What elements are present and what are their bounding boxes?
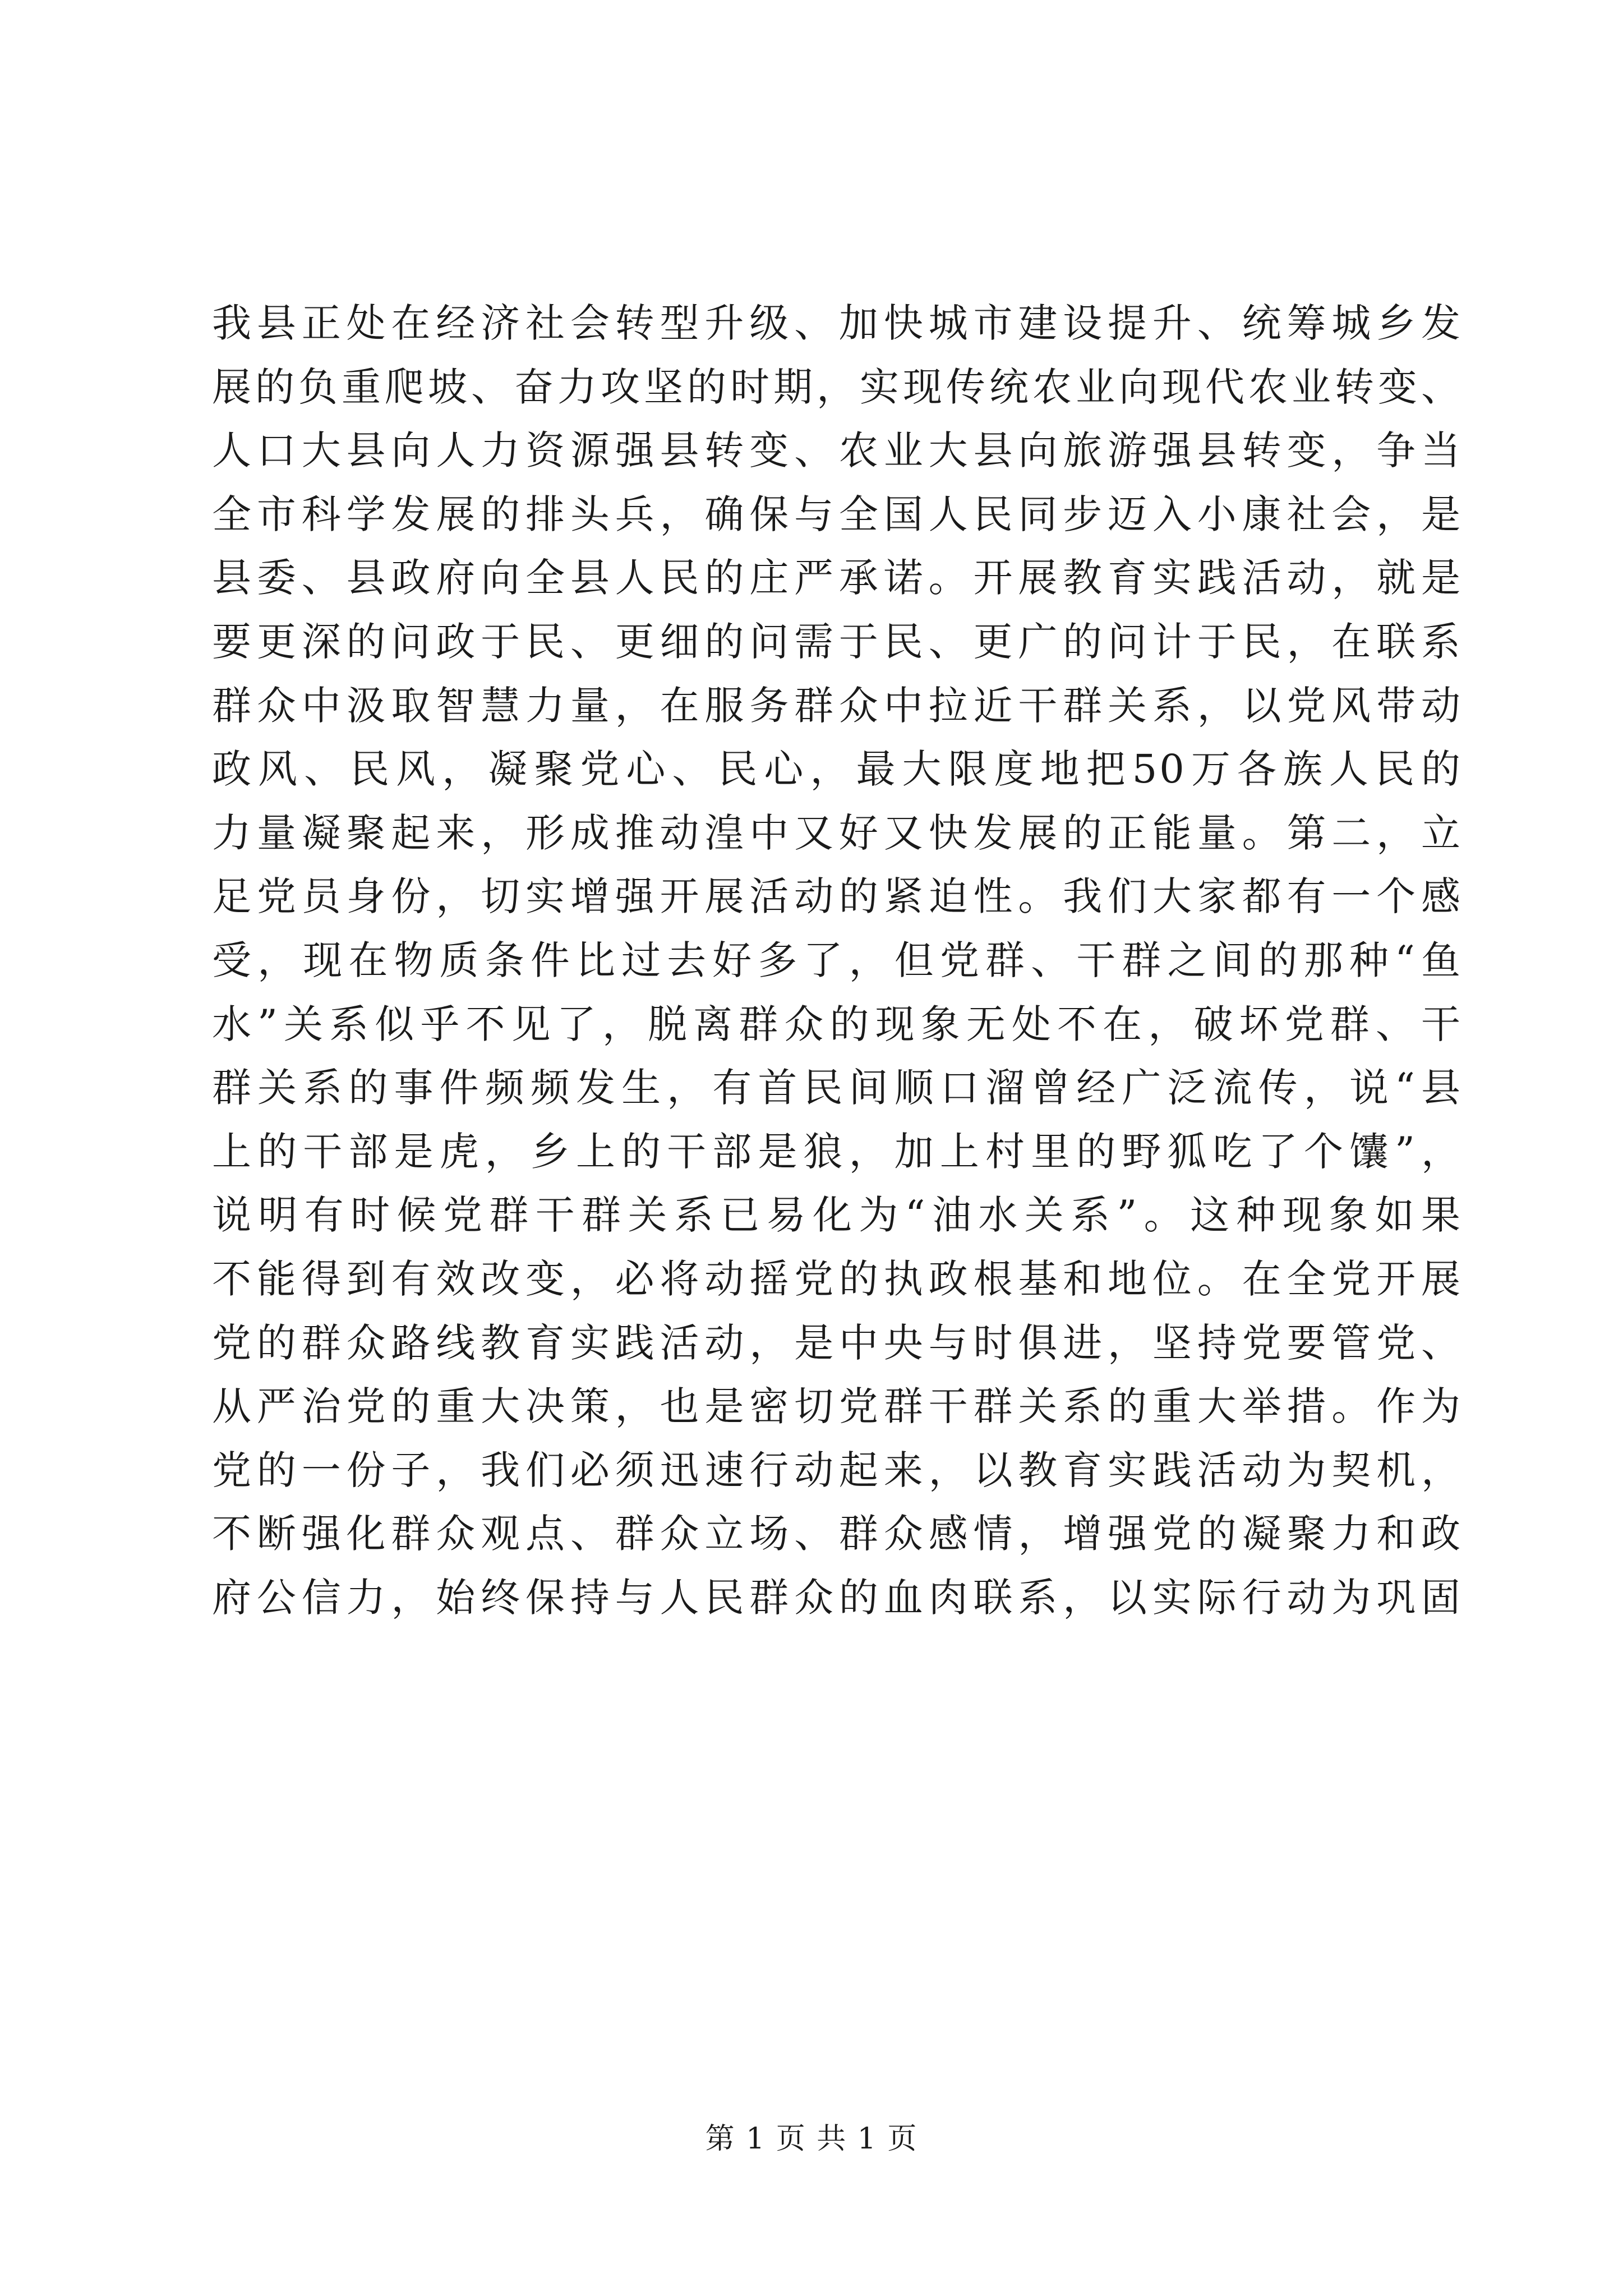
text-line-19: 党的一份子，我们必须迅速行动起来，以教育实践活动为契机， xyxy=(212,1447,1463,1493)
text-line-11: 受，现在物质条件比过去好多了，但党群、干群之间的那种“鱼 xyxy=(212,937,1463,983)
page-number-footer: 第 1 页 共 1 页 xyxy=(705,2122,918,2156)
text-line-12: 水”关系似乎不见了，脱离群众的现象无处不在，破坏党群、干 xyxy=(212,1001,1463,1047)
text-line-5: 县委、县政府向全县人民的庄严承诺。开展教育实践活动，就是 xyxy=(212,555,1463,601)
text-line-17: 党的群众路线教育实践活动，是中央与时俱进，坚持党要管党、 xyxy=(212,1319,1463,1366)
text-line-3: 人口大县向人力资源强县转变、农业大县向旅游强县转变，争当 xyxy=(212,427,1463,474)
text-line-15: 说明有时候党群干群关系已易化为“油水关系”。这种现象如果 xyxy=(212,1192,1463,1239)
text-line-8: 政风、民风，凝聚党心、民心，最大限度地把50万各族人民的 xyxy=(212,746,1463,793)
text-line-7: 群众中汲取智慧力量，在服务群众中拉近干群关系，以党风带动 xyxy=(212,682,1463,729)
text-line-18: 从严治党的重大决策，也是密切党群干群关系的重大举措。作为 xyxy=(212,1383,1463,1430)
text-line-6: 要更深的问政于民、更细的问需于民、更广的问计于民，在联系 xyxy=(212,618,1463,665)
text-line-2: 展的负重爬坡、奋力攻坚的时期，实现传统农业向现代农业转变、 xyxy=(212,364,1463,410)
text-line-10: 足党员身份，切实增强开展活动的紧迫性。我们大家都有一个感 xyxy=(212,873,1463,920)
text-line-1: 我县正处在经济社会转型升级、加快城市建设提升、统筹城乡发 xyxy=(212,300,1463,346)
text-line-20: 不断强化群众观点、群众立场、群众感情，增强党的凝聚力和政 xyxy=(212,1511,1463,1557)
text-line-9: 力量凝聚起来，形成推动湟中又好又快发展的正能量。第二，立 xyxy=(212,809,1463,856)
body-text xyxy=(212,292,1463,1630)
text-line-16: 不能得到有效改变，必将动摇党的执政根基和地位。在全党开展 xyxy=(212,1255,1463,1302)
text-line-21: 府公信力，始终保持与人民群众的血肉联系，以实际行动为巩固 xyxy=(212,1574,1463,1621)
text-line-4: 全市科学发展的排头兵，确保与全国人民同步迈入小康社会，是 xyxy=(212,491,1463,537)
text-line-13: 群关系的事件频频发生，有首民间顺口溜曾经广泛流传，说“县 xyxy=(212,1065,1463,1111)
text-line-14: 上的干部是虎，乡上的干部是狼，加上村里的野狐吃了个馕”， xyxy=(212,1128,1463,1175)
